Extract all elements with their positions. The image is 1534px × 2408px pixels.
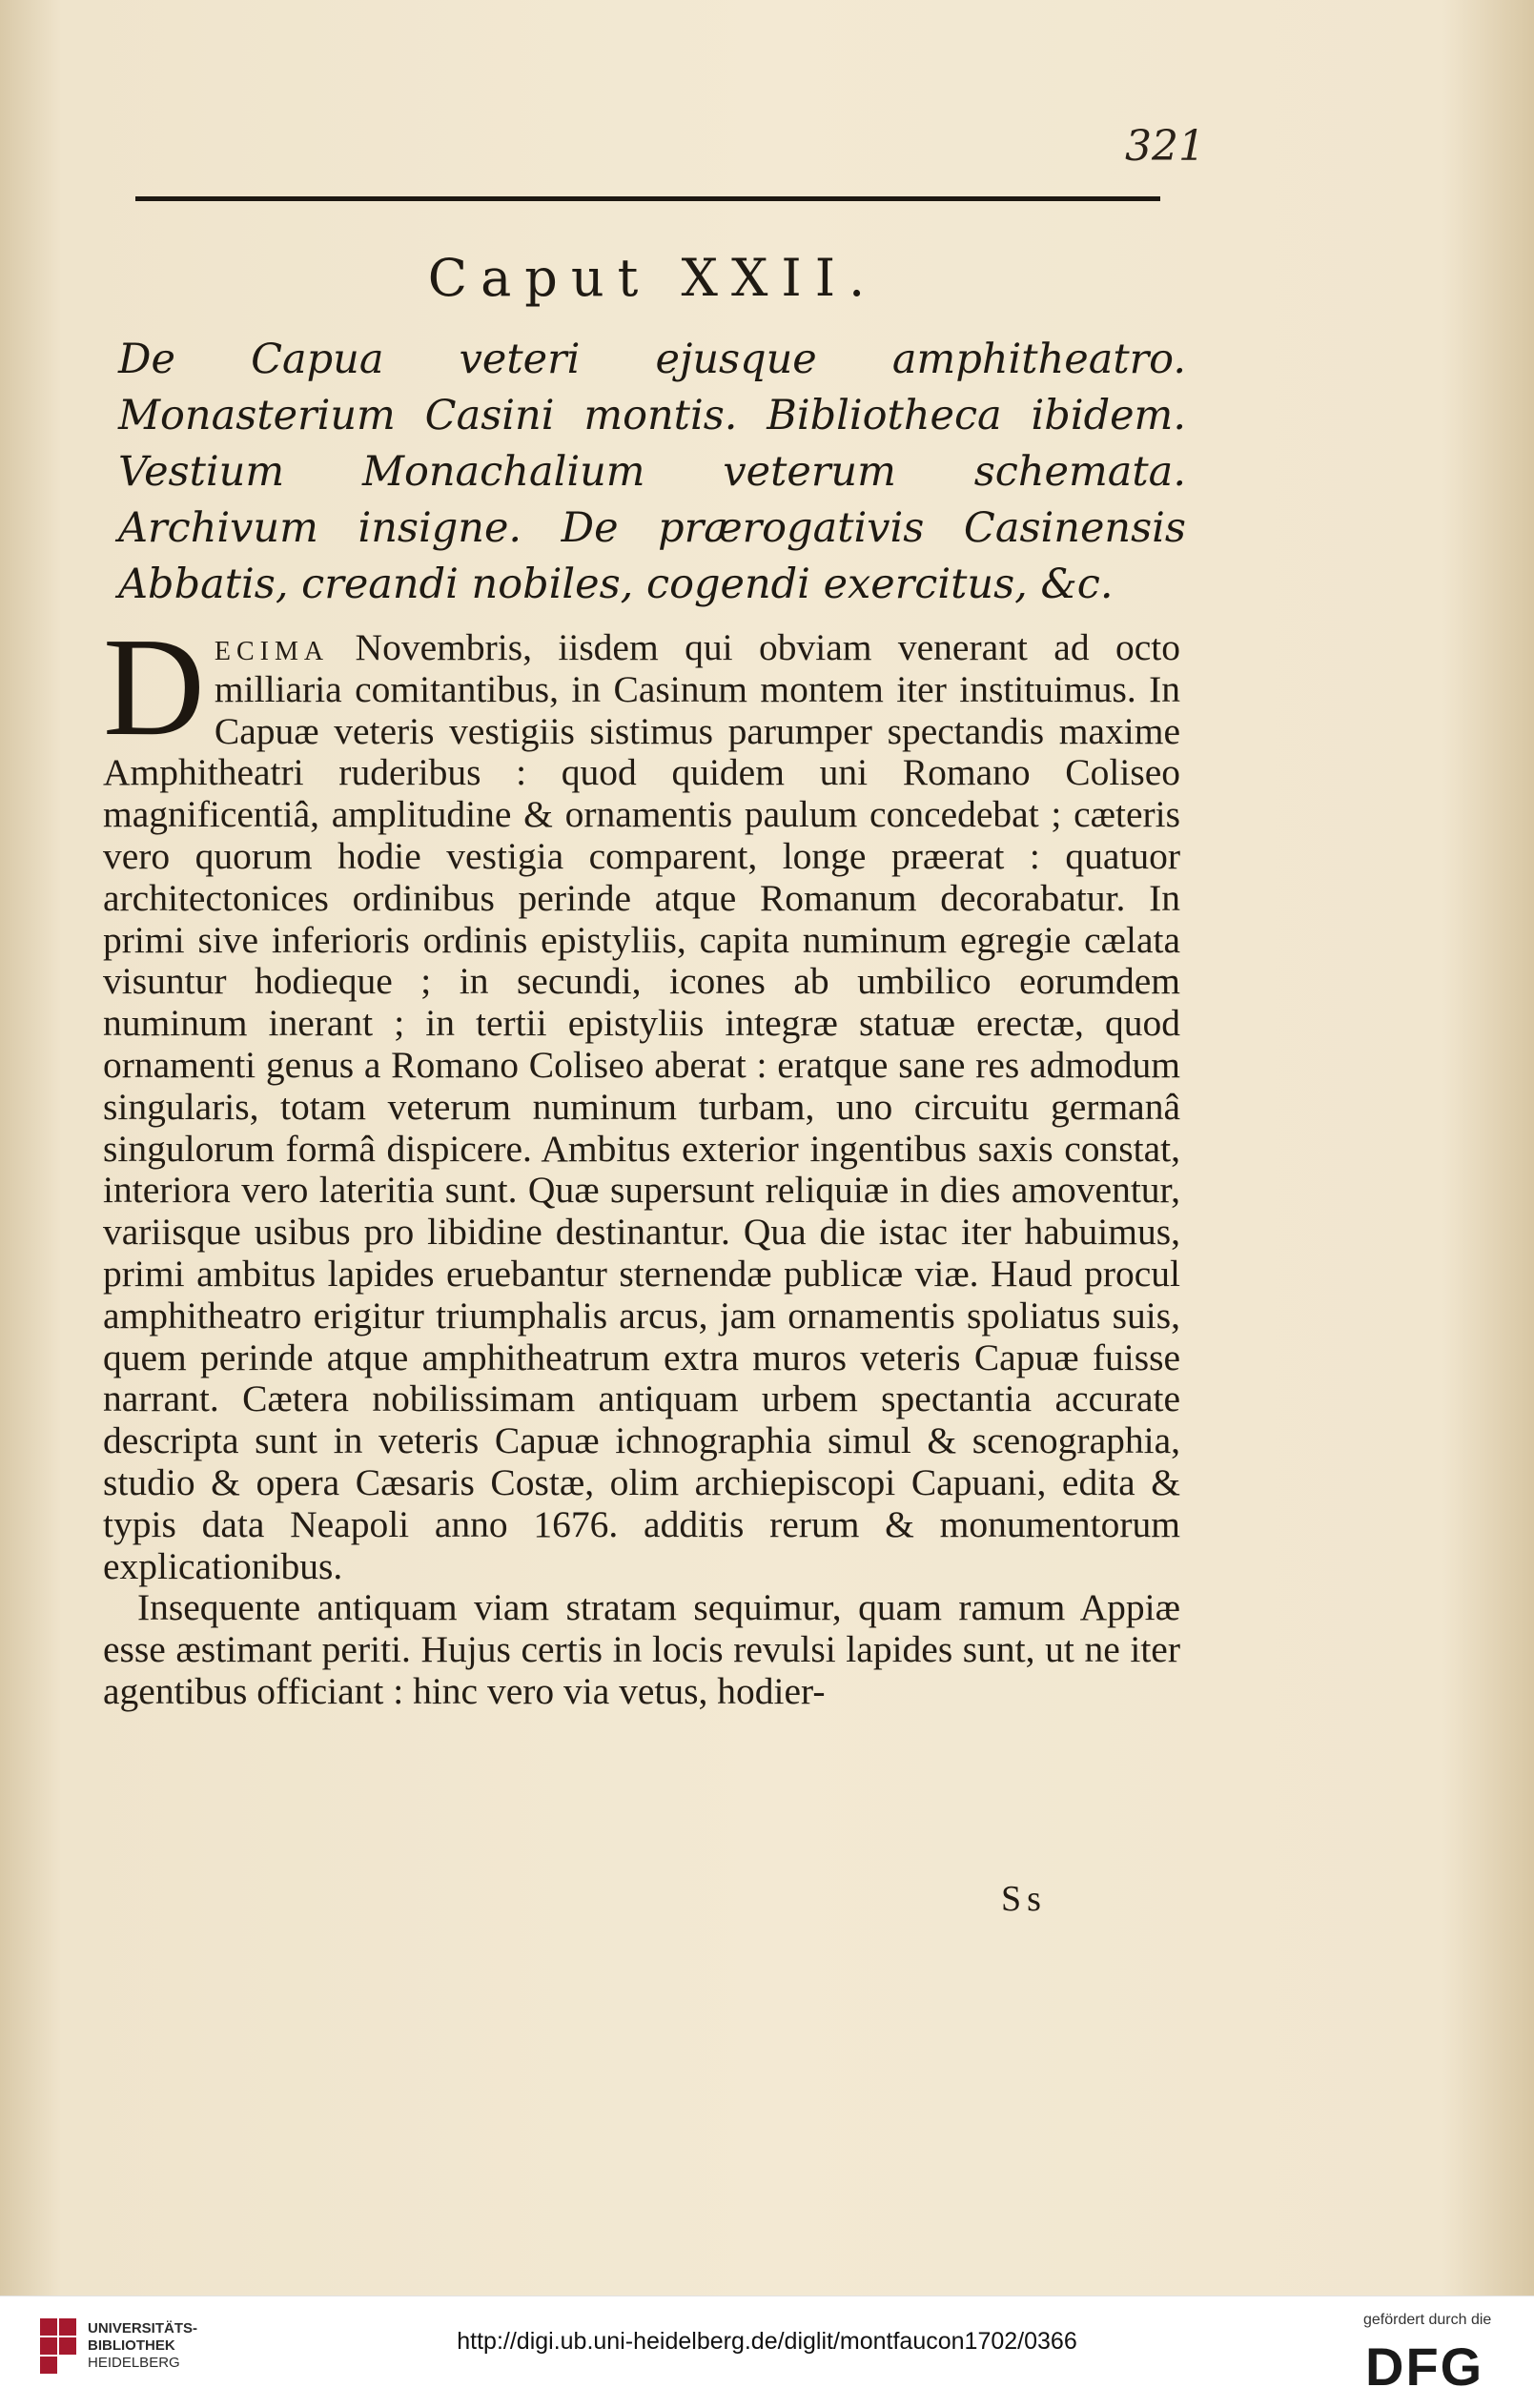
chapter-summary: De Capua veteri ejusque amphitheatro. Monasterium Casini montis. Bibliotheca ibidem. Vestium Monachalium veterum schemata. Archivum insigne. De prærogativis Casinensis Abbatis, creandi nobiles, cogendi exercitus, &c. (118, 336, 1186, 608)
drop-cap: D (103, 609, 205, 765)
paragraph-1-text: Novembris, iisdem qui obviam venerant ad octo milliaria comitantibus, in Casinum montem iter instituimus. In Capuæ veteris vestigiis sistimus parumper spectandis maxime Amphitheatri ruderibus : quod quidem uni Romano Coliseo magnificentiâ, amplitudine & ornamentis paulum concedebat ; cæteris vero quorum hodie vestigia comparent, longe præerat : quatuor architectonices ordinibus perinde atque Romanum decorabatur. In primi sive inferioris ordinis epistyliis, capita numinum egregie cælata visuntur hodieque ; in secundi, icones ab umbilico eorumdem numinum inerant ; in tertii epistyliis integræ statuæ erectæ, quod ornamenti genus a Romano Coliseo aberat : eratque sane res admodum singularis, totam veterum numinum turbam, uno circuitu germanâ singulorum formâ dispicere. Ambitus exterior ingentibus saxis constat, interiora vero lateritia sunt. Quæ supersunt reliquiæ in dies amoventur, variisque usibus pro libidine destinantur. Qua die istac iter habuimus, primi ambitus lapides eruebantur sternendæ publicæ viæ. Haud procul amphitheatro erigitur triumphalis arcus, jam ornamentis spoliatus suis, quem perinde atque amphitheatrum extra muros veteris Capuæ fuisse narrant. Cætera nobilissimam antiquam urbem spectantia accurate descripta sunt in veteris Capuæ ichnographia simul & scenographia, studio & opera Cæsaris Costæ, olim archiepiscopi Capuani, edita & typis data Neapoli anno 1676. additis rerum & monumentorum explicationibus. (103, 626, 1180, 1587)
signature-mark: Ss (1001, 1879, 1047, 1919)
chapter-heading: Caput XXII. (427, 248, 879, 308)
header-rule (135, 196, 1160, 201)
paragraph-2: Insequente antiquam viam stratam sequimur, quam ramum Appiæ esse æstimant periti. Hujus certis in locis revulsi lapides sunt, ut ne iter agentibus officiant : hinc vero via vetus, hodier- (103, 1586, 1180, 1712)
funder-label: gefördert durch die (1363, 2312, 1492, 2328)
body-text (103, 609, 1180, 1713)
library-name-line-3: HEIDELBERG (88, 2355, 180, 2371)
page-url-link[interactable]: http://digi.ub.uni-heidelberg.de/diglit/montfaucon1702/0366 (457, 2328, 1077, 2355)
opening-word: ecima (214, 626, 330, 668)
page-number: 321 (1125, 122, 1205, 171)
dfg-logo[interactable]: DFG (1365, 2337, 1484, 2397)
paragraph-1 (103, 609, 1180, 1587)
library-name-line-1: UNIVERSITÄTS- (88, 2320, 198, 2337)
library-name-line-2: BIBLIOTHEK (88, 2337, 175, 2354)
